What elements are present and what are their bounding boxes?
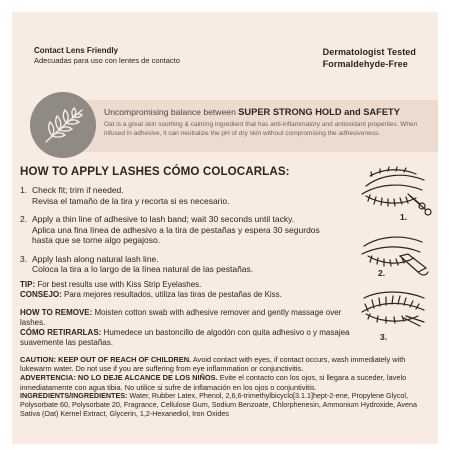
tip-text: For best results use with Kiss Strip Eyelashes. bbox=[35, 280, 202, 289]
tip-es bbox=[20, 290, 360, 300]
step-text-es: Aplica una fina línea de adhesivo a la tira de pestañas y espera 30 segurdos hasta que se torne algo pegajoso. bbox=[32, 224, 320, 245]
oat-headline bbox=[104, 107, 434, 118]
caution-section bbox=[20, 355, 432, 392]
step-text-en: Apply a thin line of adhesive to lash band; wait 30 seconds until tacky. bbox=[32, 214, 295, 224]
caution-text-es: Evite el contacto con los ojos, si llegara a suceder, lavelo inmediatamente con agua tibia. No utilice si sufre de inflamación en los ojos o conjuntivitis. bbox=[20, 373, 407, 392]
application-illustrations bbox=[360, 162, 434, 352]
oat-description: Oat is a great skin soothing & calming ingredient that has anti-inflammatory and antioxidant properties. When infused in adhesive, it can neutralize the pH of dry skin without compromising the adhesiveness. bbox=[104, 121, 418, 137]
claims bbox=[323, 46, 416, 70]
caution-label-es: ADVERTENCIA: NO LO DEJE ALCANCE DE LOS NIÑOS. bbox=[20, 373, 218, 383]
tip-label: TIP: bbox=[20, 280, 36, 289]
remove-text-es: Humedece un bastoncillo de algodón con quita adhesivo o y masajea suavemente las pestañas. bbox=[20, 328, 350, 347]
consejo-text: Para mejores resultados, utiliza las tiras de pestañas de Kiss. bbox=[61, 290, 282, 299]
remove-text-en: Moisten cotton swab with adhesive remover and gently massage over lashes. bbox=[20, 308, 342, 327]
dermatologist-tested-claim: Dermatologist Tested bbox=[322, 47, 416, 57]
tips-section bbox=[20, 280, 360, 300]
removal-section bbox=[20, 308, 362, 348]
tip-en bbox=[20, 280, 360, 290]
application-steps bbox=[20, 185, 340, 283]
contact-lens-en: Contact Lens Friendly bbox=[34, 46, 119, 55]
step-3 bbox=[20, 254, 340, 275]
ingredients-label: INGREDIENTS/INGREDIENTES: bbox=[20, 391, 128, 400]
illustration-3-number: 3. bbox=[380, 332, 388, 342]
remove-es bbox=[20, 328, 362, 348]
step-number: 2. bbox=[20, 214, 28, 224]
remove-label-en: HOW TO REMOVE: bbox=[20, 308, 93, 317]
contact-lens-es: Adecuadas para uso con lentes de contacto bbox=[34, 56, 180, 65]
illustration-2-number: 2. bbox=[378, 268, 386, 278]
oat-sprig-icon bbox=[30, 92, 96, 158]
step-text-en: Check fit; trim if needed. bbox=[32, 185, 124, 195]
oat-headline-lead: Uncompromising balance between bbox=[104, 107, 239, 117]
eye-apply-adhesive-icon bbox=[360, 228, 434, 280]
step-2 bbox=[20, 214, 340, 246]
remove-en bbox=[20, 308, 362, 328]
eye-trim-lash-icon bbox=[360, 162, 434, 222]
step-1 bbox=[20, 185, 340, 206]
consejo-label: CONSEJO: bbox=[20, 290, 62, 299]
caution-es bbox=[20, 373, 432, 391]
how-to-apply-title: HOW TO APPLY LASHES CÓMO COLOCARLAS: bbox=[20, 165, 290, 178]
product-card bbox=[12, 12, 438, 444]
remove-label-es: CÓMO RETIRARLAS: bbox=[20, 328, 102, 337]
caution-label-en: CAUTION: KEEP OUT OF REACH OF CHILDREN. bbox=[20, 355, 192, 364]
step-text-en: Apply lash along natural lash line. bbox=[32, 253, 159, 264]
ingredients-section bbox=[20, 391, 432, 418]
step-number: 3. bbox=[20, 253, 28, 264]
ingredients-text: Water, Rubber Latex, Phenol, 2,6,6-trimethylbicyclo[3.1.1]hept-2-ene, Propylene Glycol, Polysorbate 60, Polysorbate 20, Fragrance, Cellulose Gum, Sodium Benzoate, Chlorphenesin, Ammonium Hydroxide, Avena Sativa (Oat) Kernel Extract, Glycerin, 1,2-Hexanediol, Iron Oxides bbox=[20, 391, 417, 418]
oat-headline-bold: SUPER STRONG HOLD and SAFETY bbox=[238, 107, 400, 117]
step-text-es: Coloca la tira a lo largo de la línea natural de las pestañas. bbox=[32, 264, 254, 274]
step-number: 1. bbox=[20, 185, 28, 195]
step-text-es: Revisa el tamaño de la tira y recorta si es necesario. bbox=[32, 195, 230, 206]
eye-apply-lash-icon bbox=[360, 288, 434, 344]
caution-en bbox=[20, 355, 432, 373]
caution-text-en: Avoid contact with eyes, if contact occurs, wash immediately with lukewarm water. Do not use if you are suffering from eye inflammation or conjunctivitis. bbox=[20, 355, 406, 374]
illustration-1-number: 1. bbox=[400, 212, 408, 222]
formaldehyde-free-claim: Formaldehyde-Free bbox=[322, 59, 408, 69]
contact-lens-notice bbox=[34, 46, 234, 66]
oat-banner bbox=[12, 92, 438, 158]
